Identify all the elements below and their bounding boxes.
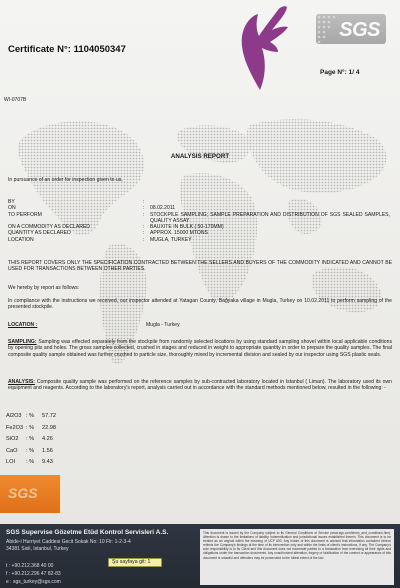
go-to-page-field[interactable]: Şu sayfaya git: 1 (108, 558, 162, 567)
result-row (6, 457, 66, 469)
info-label: ON A COMMODITY AS DECLARED (8, 224, 90, 231)
company-name: SGS Supervise Gözetme Etüd Kontrol Servisleri A.S. (6, 529, 169, 536)
result-unit: : % (26, 424, 35, 431)
info-value: 08.02.2011 (150, 205, 176, 212)
result-row (6, 411, 66, 423)
info-row-location (8, 237, 392, 243)
result-element: Fe2O3 (6, 424, 24, 431)
scope-disclaimer: THIS REPORT COVERS ONLY THE SPECIFICATION CONTRACTED BETWEEN THE SELLERS AND BUYERS OF THE COMMODITY INDICATED AND CANNOT BE USED FOR TRANSACTIONS BETWEEN OTHER PARTIES. (8, 260, 392, 273)
info-value: APPROX. 15000 MTONS (150, 230, 208, 237)
result-element: Al2O3 (6, 413, 22, 419)
phone-number: t : +90.212.368 40 00 (6, 563, 54, 569)
sampling-paragraph (8, 339, 392, 358)
info-colon: : (143, 199, 145, 205)
sgs-footer-logo (0, 475, 60, 513)
info-label: QUANTITY AS DECLARED (8, 230, 71, 237)
page-number: Page N°: 1/ 4 (320, 69, 360, 76)
legal-notice: This document is issued by the Company subject to its General Conditions of Service (www.sgs.com/terms_and_conditions.htm). Attention is drawn to the limitations of liability, indemnification and jurisdictional issues established therein. This document is to be treated as an original within the meaning of UCP 600. Any holder of this document is advised that information contained hereon reflects the Company's findings at the time of its intervention only and within the limits of client's instructions, if any. The Company's sole responsibility is to its Client and this document does not exonerate parties to a transaction from exercising all their rights and obligations under the transaction documents. Any unauthorized alteration, forgery or falsification of the content or appearance of this document is unlawful and offenders may be prosecuted to the fullest extent of the law. (200, 529, 394, 585)
result-row (6, 446, 66, 458)
result-element: SiO2 (6, 436, 19, 443)
certificate-number: Certificate N°: 1104050347 (8, 44, 126, 55)
result-element: LOI (6, 459, 16, 466)
bird-logo (220, 0, 292, 92)
address-city: 34381 Sisli, Istanbul, Turkey (6, 546, 69, 552)
result-unit: : % (26, 447, 35, 454)
info-label: LOCATION (8, 236, 34, 243)
analysis-text: Composite quality sample was performed on the reference samples by sub-contracted laboratory located in Istanbul ( Liman). The laboratory used its own equipment and reagents. According to the laboratory's report, analysis carried out in accordance with the standard methods mentioned below, resulted in the following: - (8, 379, 392, 392)
fax-number: f : +90.212.296 47 82-83 (6, 571, 61, 577)
compliance-paragraph: In compliance with the instructions we received, our inspector attended at Yatagan County, Bağyaka village in Mugla, Turkey on 10.02.2011 to perform sampling of the presented stockpile. (8, 298, 392, 311)
location-value: Mugla - Turkey (146, 322, 180, 328)
result-unit: : % (26, 459, 35, 466)
inspection-info-table (8, 199, 392, 243)
address-line: Abide-i Hurriyet Caddesi Gecit Sokak No: 10 Flr: 1-2-3-4 (6, 539, 131, 545)
document-code: WI-0707B (4, 97, 27, 103)
sgs-logo-text: SGS (339, 19, 380, 41)
result-value: 4.26 (42, 436, 53, 443)
sgs-footer-logo-text: SGS (8, 485, 38, 501)
assay-results (6, 411, 66, 469)
info-colon: : (143, 205, 145, 212)
info-label: BY (8, 199, 15, 205)
analysis-label: ANALYSIS: (8, 379, 35, 385)
report-greeting: We hereby by report as follows: (8, 285, 80, 291)
sampling-text: Sampling was effected separately from the stockpile from randomly selected locations by using standard sampling shovel within local applicable conditions by opening pits and holes. The gross samples collected, crushed in stages and reduced in weight to appropriate quantity in order to prepare the quality samples. The final composite quality sample obtained was further crushed to particle size, thoroughly mixed by incremental division and sealed by our inspector using SGS plastic seals. (8, 339, 392, 358)
sampling-label: SAMPLING: (8, 339, 37, 345)
report-title: ANALYSIS REPORT (170, 153, 230, 160)
intro-text: In pursuance of an order for inspection given to us, (8, 177, 123, 183)
info-colon: : (143, 224, 145, 231)
info-label: ON (8, 205, 16, 212)
result-unit: : % (26, 436, 35, 443)
info-row-to-perform (8, 212, 392, 225)
sgs-logo (316, 14, 386, 44)
info-colon: : (143, 211, 145, 218)
result-value: 57.72 (42, 413, 56, 419)
result-value: 1.56 (42, 447, 53, 454)
info-label: TO PERFORM (8, 211, 42, 218)
result-value: 22.98 (42, 424, 56, 431)
info-colon: : (143, 230, 145, 237)
result-value: 9.43 (42, 459, 53, 466)
result-row (6, 423, 66, 435)
location-label: LOCATION : (8, 322, 38, 328)
email-address: e : sgs_turkey@sgs.com (6, 579, 61, 585)
result-row (6, 434, 66, 446)
info-value: STOCKPILE SAMPLING; SAMPLE PREPARATION AND DISTRIBUTION OF SGS SEALED SAMPLES, QUALITY ASSAY (150, 211, 390, 224)
result-element: CaO (6, 447, 18, 454)
info-value: BAUXITE IN BULK ( 50-170MM) (150, 224, 224, 231)
result-unit: : % (26, 413, 35, 419)
info-value: MUGLA, TURKEY (150, 236, 192, 243)
info-colon: : (143, 236, 145, 243)
analysis-paragraph (8, 379, 392, 392)
